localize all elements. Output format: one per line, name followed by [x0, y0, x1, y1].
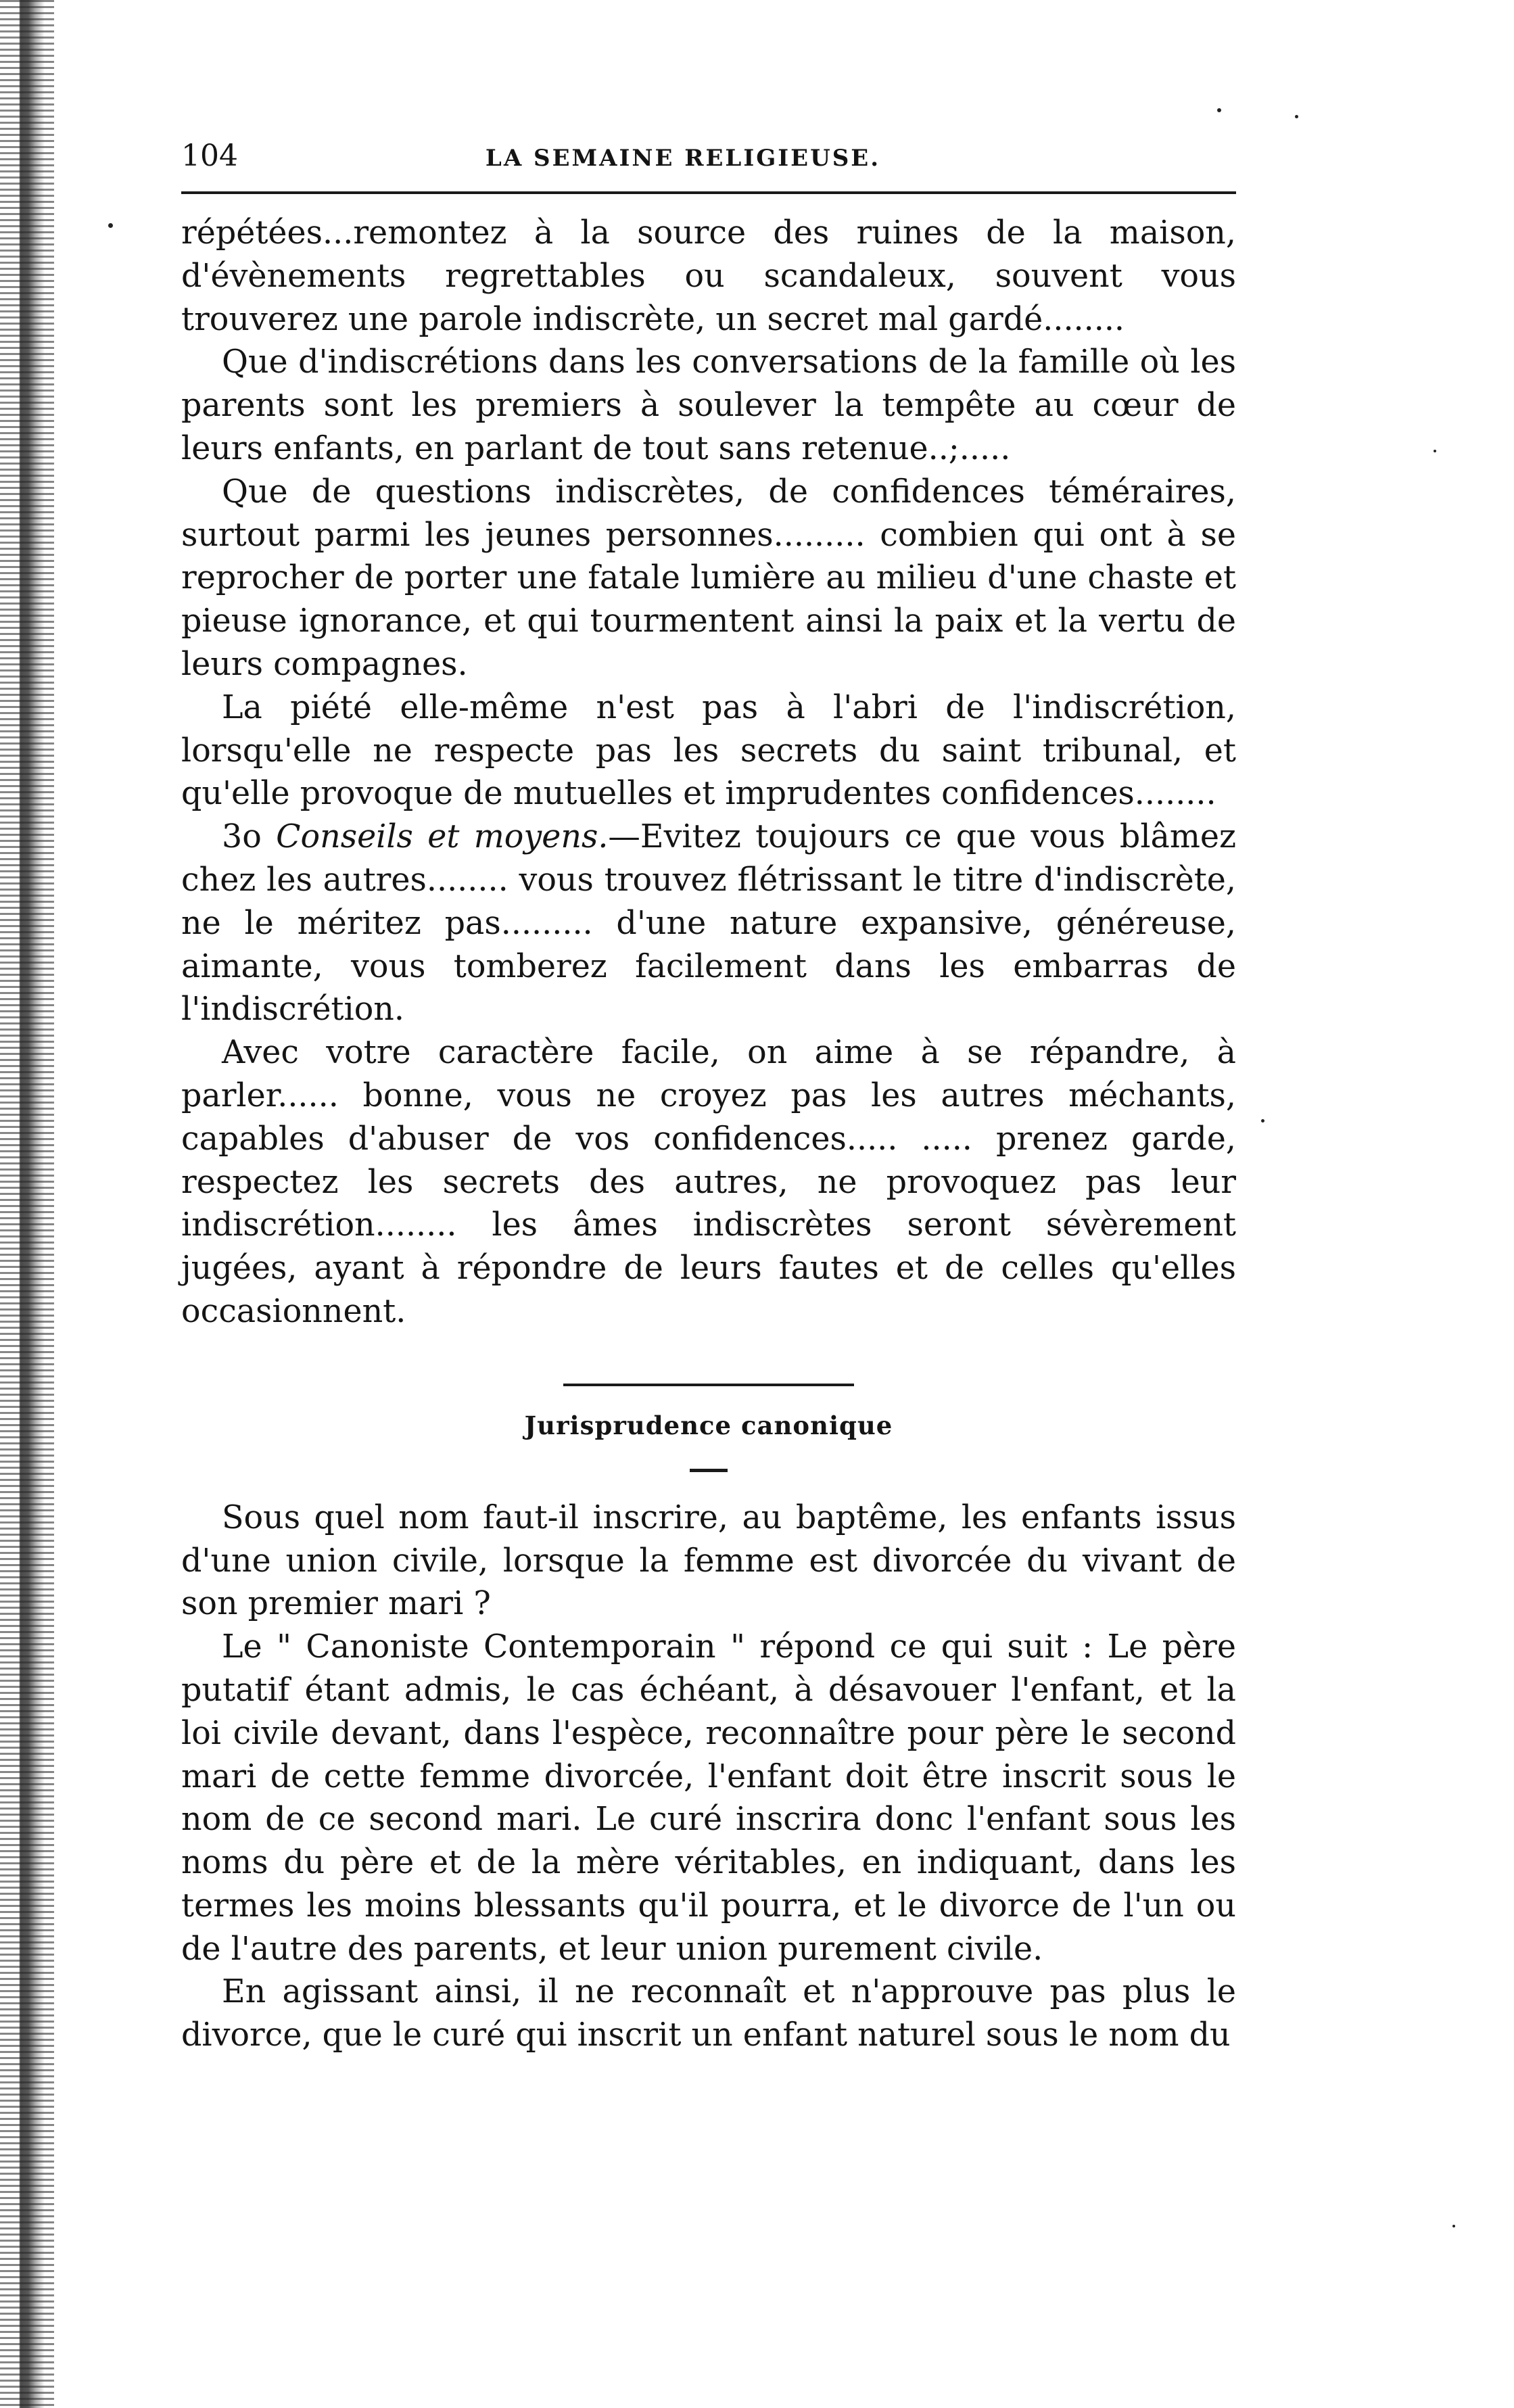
paragraph-conseils [181, 816, 1236, 1031]
scan-speck [1434, 450, 1436, 452]
paragraph-caractere: Avec votre caractère facile, on aime à se répandre, à parler...... bonne, vous ne croyez pas les autres méchants, capables d'abuser de vos confidences..... ..... prenez garde, respectez les secrets des autres, ne provoquez pas leur indiscrétion........ les âmes indiscrètes seront sévèrement jugées, ayant à répondre de leurs fautes et de celles qu'elles occasionnent. [181, 1034, 1236, 1330]
paragraph-piete: La piété elle-même n'est pas à l'abri de l'indiscrétion, lorsqu'elle ne respecte pas les secrets du saint tribunal, et qu'elle provoque de mutuelles et imprudentes confidences........ [181, 688, 1236, 813]
scan-speck [1452, 2225, 1455, 2227]
paragraph-conversations: Que d'indiscrétions dans les conversations de la famille où les parents sont les premiers à soulever la tempête au cœur de leurs enfants, en parlant de tout sans retenue..;..... [181, 344, 1236, 467]
paragraph-questions: Que de questions indiscrètes, de confidences téméraires, surtout parmi les jeunes personnes......... combien qui ont à se reprocher de porter une fatale lumière au milieu d'une chaste et pieuse ignorance, et qui tourmentent ainsi la paix et la vertu de leurs compagnes. [181, 473, 1236, 683]
page-number: 104 [181, 139, 238, 173]
scan-speck [1217, 108, 1221, 112]
conseils-number: 3o [222, 818, 262, 856]
conseils-text: —Evitez toujours ce que vous blâmez chez les autres........ vous trouvez flétrissant le titre d'indiscrète, ne le méritez pas......... d'une nature expansive, généreuse, aimante, vous tomberez facilement dans les embarras de l'indiscrétion. [181, 818, 1237, 1029]
scan-binding-edge [0, 0, 54, 2408]
article-body [181, 212, 1236, 1333]
section-title: Jurisprudence canonique [524, 1410, 893, 1440]
section-answer: Le " Canoniste Contemporain " répond ce qui suit : Le père putatif étant admis, le cas échéant, à désavouer l'enfant, et la loi civile devant, dans l'espèce, reconnaître pour père le second mari de cette femme divorcée, l'enfant doit être inscrit sous le nom de ce second mari. Le curé inscrira donc l'enfant sous les noms du père et de la mère véritables, en indiquant, dans les termes les moins blessants qu'il pourra, et le divorce de l'un ou de l'autre des parents, et leur union purement civile. [181, 1628, 1236, 1968]
running-title: LA SEMAINE RELIGIEUSE. [485, 145, 881, 172]
section-question: Sous quel nom faut-il inscrire, au baptême, les enfants issus d'une union civile, lorsque la femme est divorcée du vivant de son premier mari ? [181, 1498, 1236, 1623]
book-page [181, 139, 1236, 2057]
section-body [181, 1496, 1236, 2057]
conseils-heading: Conseils et moyens. [276, 818, 609, 856]
title-dash [690, 1469, 728, 1472]
scan-speck [1295, 115, 1298, 118]
scan-speck [108, 223, 113, 228]
section-separator [563, 1384, 854, 1386]
paragraph-continuation: répétées...remontez à la source des ruines de la maison, d'évènements regrettables ou scandaleux, souvent vous trouverez une parole indiscrète, un secret mal gardé........ [181, 214, 1236, 338]
scan-speck [1261, 1119, 1264, 1123]
section-conclusion: En agissant ainsi, il ne reconnaît et n'approuve pas plus le divorce, que le curé qui inscrit un enfant naturel sous le nom du [181, 1973, 1236, 2054]
page-header [181, 139, 1236, 194]
